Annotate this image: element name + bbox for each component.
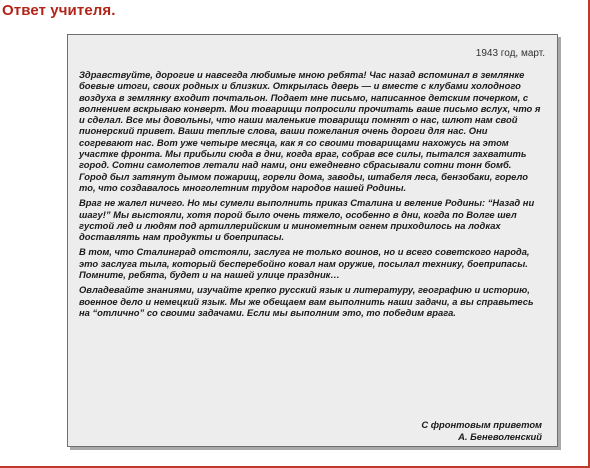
letter-signature <box>421 419 542 443</box>
signature-name: А. Беневоленский <box>458 431 542 442</box>
letter-paragraph: В том, что Сталинград отстояли, заслуга не только воинов, но и всего советского народа, это заслуга тыла, который бесперебойно ковал нам оружие, посылал технику, боеприпасы. Помните, ребята, будет и на нашей улице праздник… <box>79 246 530 281</box>
letter-body <box>79 69 541 322</box>
page-heading: Ответ учителя. <box>2 2 116 19</box>
letter-paragraph: Здравствуйте, дорогие и навсегда любимые мною ребята! Час назад вспоминал в землянке боевые итоги, своих родных и близких. Открылась дверь — и вместе с клубами холодного воздуха в землянку входит почтальон. Подает мне письмо, написанное детским почерком, с волнением вскрываю конверт. Мои товарищи попросили прочитать ваше письмо вслух, что я и сделал. Все мы довольны, что наши маленькие товарищи помнят о нас, шлют нам свой пионерский привет. Ваши теплые слова, ваши пожелания очень дороги для нас. Они согревают нас. Вот уже четыре месяца, как я со своими товарищами нахожусь на этом участке фронта. Мы прибыли сюда в дни, когда враг, собрав все силы, пытался захватить город. Сотни самолетов летали над нами, они ежедневно сбрасывали сотни тонн бомб. Город был затянут дымом пожарищ, горели дома, заводы, штабеля леса, бензобаки, горело то, что создавалось многолетним трудом народов нашей Родины. <box>79 69 541 193</box>
letter-date: 1943 год, март. <box>475 48 545 59</box>
letter-paragraph: Овладевайте знаниями, изучайте крепко русский язык и литературу, географию и историю, военное дело и немецкий язык. Мы же обещаем вам выполнить наши задачи, а вы справьтесь на “отлично” со своими задачами. Если мы выполним это, то победим врага. <box>79 284 534 318</box>
signature-closing: С фронтовым приветом <box>421 419 542 430</box>
letter-frame <box>67 34 558 447</box>
letter-paragraph: Враг не жалел ничего. Но мы сумели выполнить приказ Сталина и веление Родины: “Назад ни шагу!” Мы выстояли, хотя порой было очень тяжело, особенно в дни, когда по Волге шел густой лед и людям под артиллерийским и минометным огнем приходилось на лодках доставлять нам продукты и боеприпасы. <box>79 197 535 243</box>
